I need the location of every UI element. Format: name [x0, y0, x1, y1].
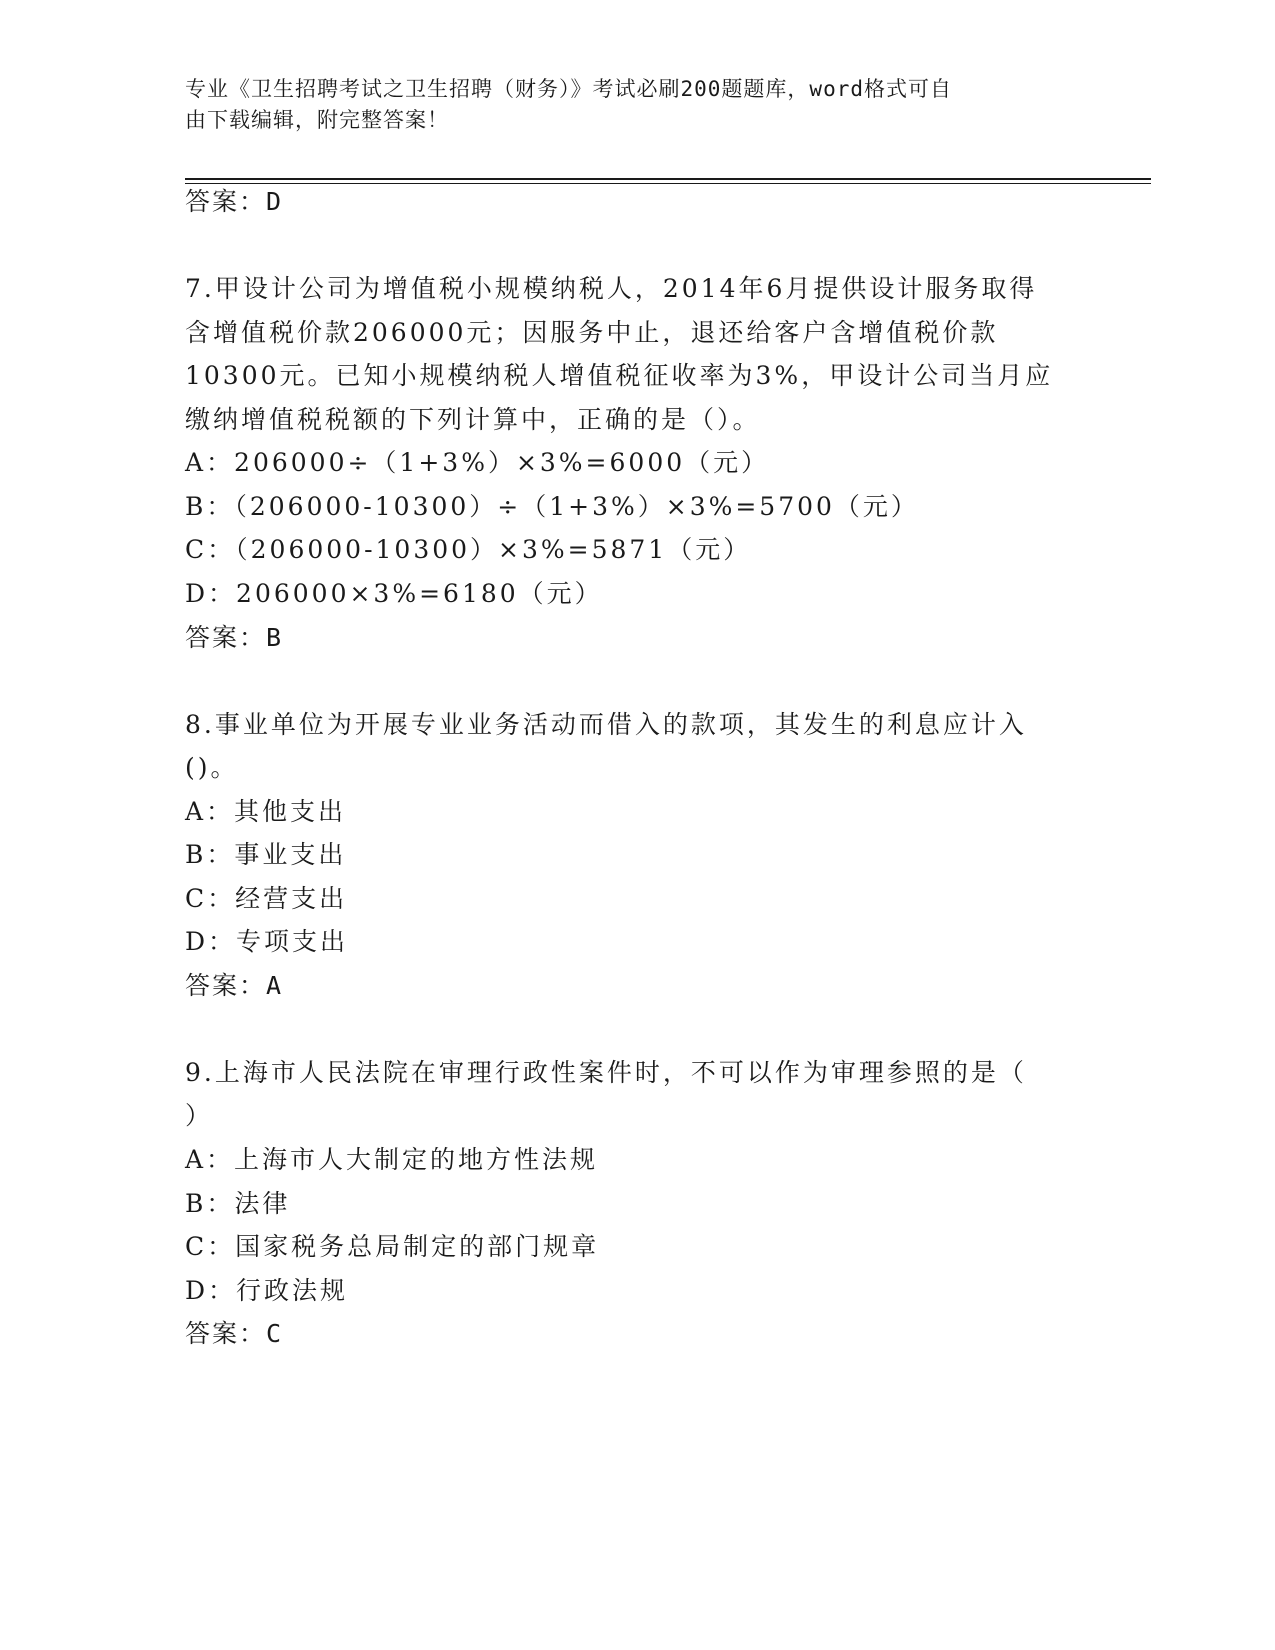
header-divider-thick — [185, 178, 1151, 180]
q9-stem-line-1: 9.上海市人民法院在审理行政性案件时，不可以作为审理参照的是（ — [185, 1058, 1027, 1087]
header-divider-thin — [185, 183, 1151, 184]
q8-option-a: A：其他支出 — [185, 797, 347, 826]
q8-option-c: C：经营支出 — [185, 884, 348, 913]
q8-stem-line-2: ()。 — [185, 753, 239, 782]
q9-option-d: D：行政法规 — [185, 1276, 349, 1305]
q9-answer: 答案：C — [185, 1319, 284, 1348]
document-header — [185, 74, 1065, 136]
q7-option-a: A：206000÷（1+3%）×3%=6000（元） — [185, 448, 770, 477]
q7-stem-line-1: 7.甲设计公司为增值税小规模纳税人，2014年6月提供设计服务取得 — [185, 274, 1038, 303]
q9-option-a: A：上海市人大制定的地方性法规 — [185, 1145, 599, 1174]
q7-option-d: D：206000×3%=6180（元） — [185, 579, 603, 608]
q8-stem-line-1: 8.事业单位为开展专业业务活动而借入的款项，其发生的利息应计入 — [185, 710, 1027, 739]
q7-answer: 答案：B — [185, 623, 284, 652]
q8-answer: 答案：A — [185, 971, 284, 1000]
q7-stem-line-4: 缴纳增值税税额的下列计算中，正确的是（）。 — [185, 405, 761, 434]
q7-stem-line-2: 含增值税价款206000元；因服务中止，退还给客户含增值税价款 — [185, 318, 999, 347]
q7-option-c: C：（206000-10300）×3%=5871（元） — [185, 535, 752, 564]
q8-option-d: D：专项支出 — [185, 927, 349, 956]
q9-option-c: C：国家税务总局制定的部门规章 — [185, 1232, 600, 1261]
previous-answer: 答案：D — [185, 187, 284, 216]
q8-option-b: B：事业支出 — [185, 840, 347, 869]
header-line-2: 由下载编辑，附完整答案！ — [185, 108, 449, 132]
header-line-1: 专业《卫生招聘考试之卫生招聘（财务）》考试必刷200题题库，word格式可自 — [185, 77, 952, 101]
q9-option-b: B：法律 — [185, 1189, 291, 1218]
q7-option-b: B：（206000-10300）÷（1+3%）×3%=5700（元） — [185, 492, 919, 521]
q9-stem-line-2: ） — [185, 1101, 214, 1130]
q7-stem-line-3: 10300元。已知小规模纳税人增值税征收率为3%，甲设计公司当月应 — [185, 361, 1054, 390]
